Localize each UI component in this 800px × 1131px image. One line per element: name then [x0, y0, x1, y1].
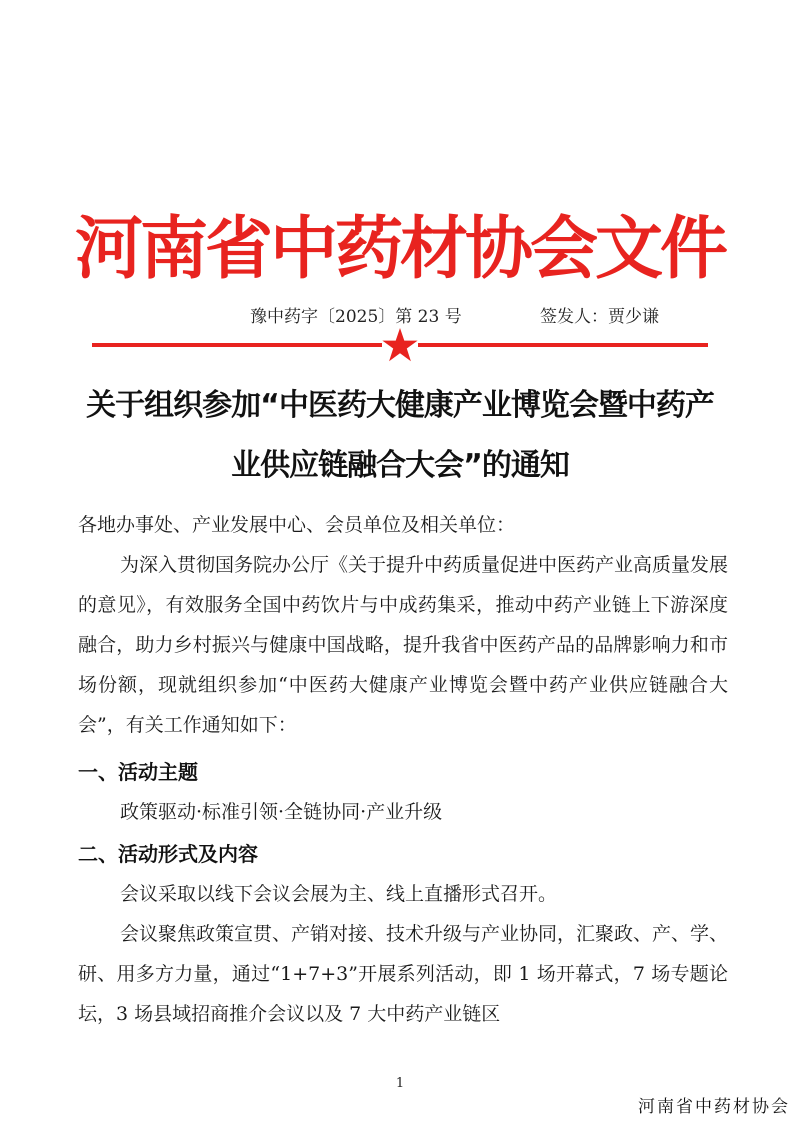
- red-star-icon: [382, 328, 418, 362]
- salutation: 各地办事处、产业发展中心、会员单位及相关单位：: [78, 514, 516, 536]
- notice-title-line-2: 业供应链融合大会”的通知: [231, 448, 569, 483]
- section-2-format-text: 会议采取以线下会议会展为主、线上直播形式召开。: [120, 883, 558, 905]
- masthead-title: 河南省中药材协会文件: [74, 210, 725, 289]
- document-number: 豫中药字〔2025〕第 23 号: [250, 307, 462, 327]
- section-2-content-paragraph: 会议聚焦政策宣贯、产销对接、技术升级与产业协同，汇聚政、产、学、研、用多方力量，通过“1+7+3”开展系列活动，即 1 场开幕式，7 场专题论坛，3 场县域招商推介会议以及 7 大中药产业链区: [78, 923, 729, 1025]
- footer-organization: 河南省中药材协会: [638, 1097, 790, 1117]
- section-1-heading: 一、活动主题: [78, 760, 198, 784]
- red-rule-left: [92, 343, 382, 347]
- section-2-heading: 二、活动形式及内容: [78, 842, 258, 866]
- intro-paragraph: 为深入贯彻国务院办公厅《关于提升中药质量促进中医药产业高质量发展的意见》，有效服务全国中药饮片与中成药集采，推动中药产业链上下游深度融合，助力乡村振兴与健康中国战略，提升我省中医药产品的品牌影响力和市场份额，现就组织参加“中医药大健康产业博览会暨中药产业供应链融合大会”，有关工作通知如下：: [78, 554, 729, 736]
- notice-title-line-1: 关于组织参加“中医药大健康产业博览会暨中药产: [86, 388, 714, 423]
- page-number: 1: [395, 1076, 405, 1091]
- section-1-text: 政策驱动·标准引领·全链协同·产业升级: [120, 801, 443, 823]
- red-rule-right: [418, 343, 708, 347]
- signer: 签发人：贾少谦: [540, 307, 659, 327]
